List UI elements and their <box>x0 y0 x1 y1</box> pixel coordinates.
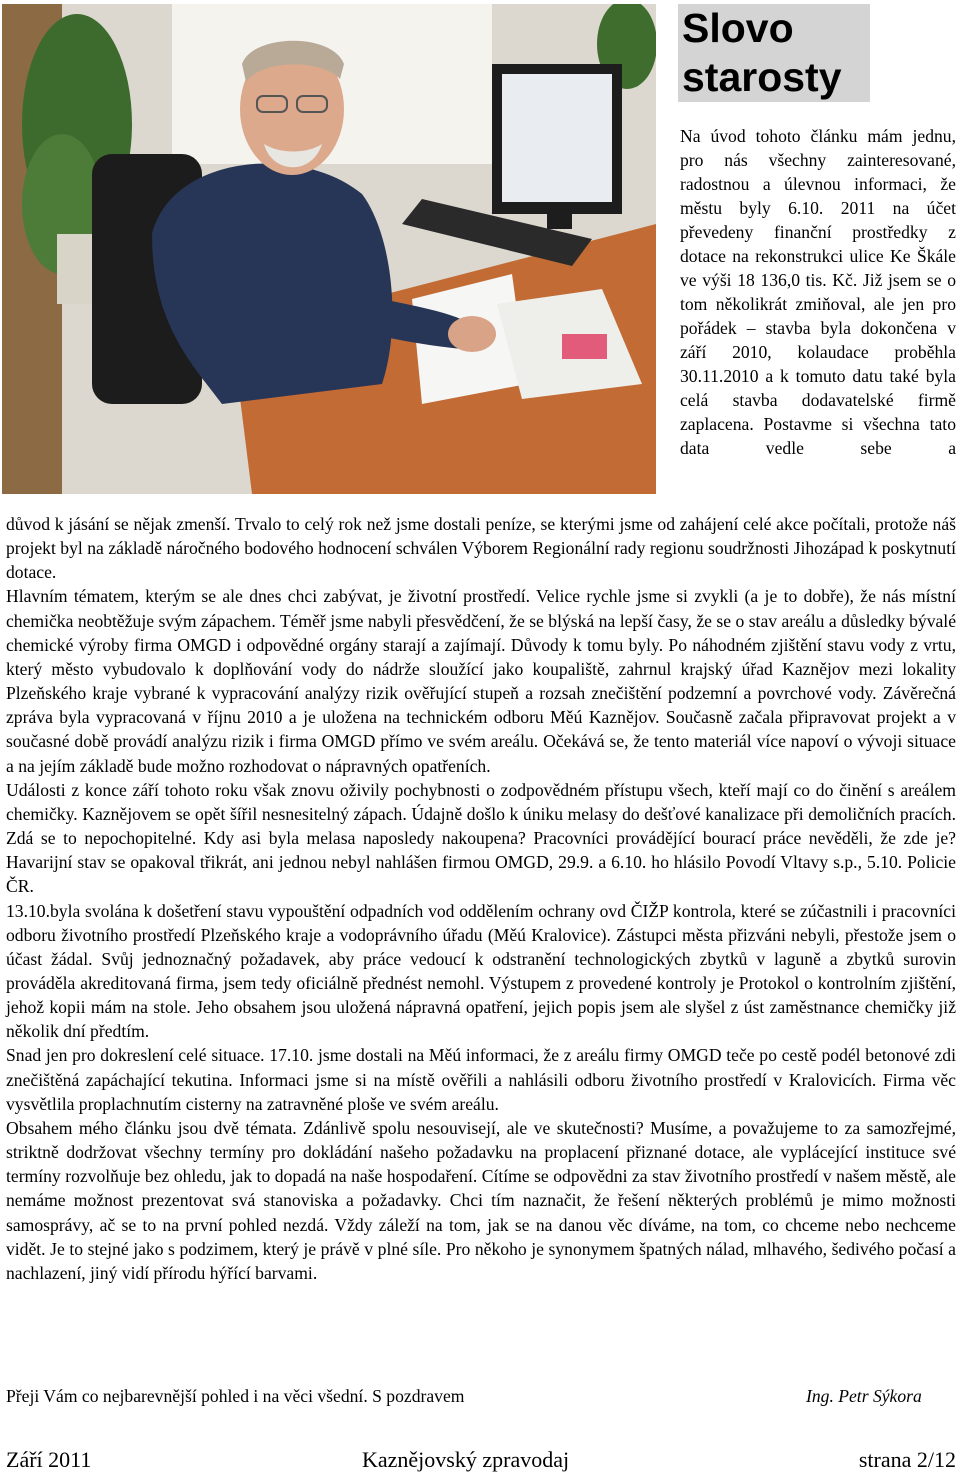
article-title <box>678 4 870 102</box>
closing-greeting: Přeji Vám co nejbarevnější pohled i na věci všední. S pozdravem <box>6 1386 465 1406</box>
paragraph-3: Události z konce září tohoto roku však znovu oživily pochybnosti o zodpovědném přístupu všech, kteří mají co do činění s areálem chemičky. Kaznějovem se opět šířil nesnesitelný zápach. Údajně došlo k úniku melasy do dešťové kanalizace při demoličních pracích. Zdá se to nepochopitelné. Kdy asi byla melasa naposledy nakoupena? Pracovníci provádějící bourací práce nevěděli, že zde je? Havarijní stav se opakoval třikrát, ani jednou nebyl nahlášen firmou OMGD, 29.9. a 6.10. ho hlásilo Povodí Vltavy s.p., 5.10. Policie ČR. <box>6 779 956 897</box>
paragraph-5: Snad jen pro dokreslení celé situace. 17.10. jsme dostali na Měú informaci, že z areálu firmy OMGD teče po cestě podél betonové zdi znečištěná zapáchající tekutina. Informaci jsme si na místě ověřili a nahlásili odboru životního prostředí v Kralovicích. Firma věc vysvětlila proplachnutím cisterny na zatravněné ploše ve svém areálu. <box>6 1045 956 1114</box>
title-line-1: Slovo <box>682 5 794 51</box>
intro-column <box>680 124 956 460</box>
footer-date: Září 2011 <box>6 1447 92 1472</box>
intro-paragraph: Na úvod tohoto článku mám jednu, pro nás všechny zainteresované, radostnou a úlevnou informaci, že městu byly 6.10. 2011 na účet převedeny finanční prostředky z dotace na rekonstrukci ulice Ke Škále ve výši 18 136,0 tis. Kč. Již jsem se o tom několikrát zmiňoval, ale jen pro pořádek – stavba byla dokončena v září 2010, kolaudace proběhla 30.11.2010 a k tomuto datu také byla celá stavba dodavatelské firmě zaplacena. Postavme si všechna tato data vedle sebe a <box>680 126 956 458</box>
author-signature: Ing. Petr Sýkora <box>806 1386 922 1406</box>
paragraph-6: Obsahem mého článku jsou dvě témata. Zdánlivě spolu nesouvisejí, ale ve skutečnosti? Musíme, a považujeme to za samozřejmé, striktně dodržovat všechny termíny pro dokládání našeho požadavku na proplacení přiznané dotace, ale vyplácející instituce své termíny rozvolňuje bez ohledu, jak to dopadá na naše hospodaření. Cítíme se odpovědni za stav životního prostředí v našem městě, ale nemáme možnost prezentovat svá stanoviska a požadavky. Chci tím naznačit, že řešení některých problémů je mimo možnosti samosprávy, ač se to na první pohled nezdá. Vždy záleží na tom, jak se na danou věc díváme, na tom, co chceme nebo nechceme vidět. Je to stejné jako s podzimem, který je právě v plné síle. Pro někoho je synonymem špatných nálad, mlhavého, šedivého počasí a nachlazení, jiný vidí přírodu hýřící barvami. <box>6 1117 956 1283</box>
title-line-2: starosty <box>682 54 842 100</box>
office-photo-illustration <box>2 4 656 494</box>
footer-page-number: strana 2/12 <box>858 1447 956 1472</box>
paragraph-4: 13.10.byla svolána k došetření stavu vypouštění odpadních vod oddělením ochrany ovd ČIŽP kontrola, které se zúčastnili i pracovníci odboru životního prostředí Plzeňského kraje a vodoprávního úřadu (Měú Kralovice). Zástupci města přizváni nebyli, přestože jsem o účast žádal. Svůj jednoznačný požadavek, aby práce vedoucí k odstranění technologických zbytků v laguně a zbytků surovin prováděla akreditovaná firma, jsem tedy oficiálně přednést nemohl. Výstupem z provedené kontroly je Protokol o kontrolním zjištění, jehož kopii mám na stole. Jeho obsahem jsou uložená nápravná opatření, jejich popis jsem ale slyšel z úst zaměstnance chemičky již několik dní předtím. <box>6 900 956 1042</box>
footer-publication: Kaznějovský zpravodaj <box>362 1447 570 1472</box>
page-footer <box>6 1446 956 1476</box>
article-body <box>6 512 956 1285</box>
paragraph-1: důvod k jásání se nějak zmenší. Trvalo to celý rok než jsme dostali peníze, se kterými jsme od zahájení celé akce počítali, protože náš projekt byl na základě náročného bodového hodnocení schválen Výborem Regionální rady regionu soudržnosti Jihozápad k poskytnutí dotace. <box>6 514 956 583</box>
closing-line <box>6 1384 956 1408</box>
paragraph-2: Hlavním tématem, kterým se ale dnes chci zabývat, je životní prostředí. Velice rychle jsme si zvykli (a je to dobře), že nás místní chemička neobtěžuje svým zápachem. Téměř jsme nabyli přesvědčení, že se blýská na lepší časy, že se o stav areálu a důsledky bývalé chemické výroby firma OMGD i odpovědné orgány starají a zajímají. Důvody k tomu byly. Po náhodném zjištění stavu vody z vrtu, který město vybudovalo k doplňování vody do nádrže sloužící jako koupaliště, zahrnul krajský úřad Kaznějov mezi lokality Plzeňského kraje vybrané k vypracování analýzy rizik ověřující stupeň a rozsah znečištění podzemní a povrchové vody. Závěrečná zpráva byla vypracovaná v říjnu 2010 a je uložena na technickém odboru Měú Kaznějov. Současně začala připravovat projekt a v současné době provádí analýzu rizik i firma OMGD přímo ve svém areálu. Očekává se, že tento materiál více napoví o vývoji situace a na jejím základě bude možno rozhodovat o nápravných opatřeních. <box>6 586 956 776</box>
mayor-photo <box>2 4 656 494</box>
